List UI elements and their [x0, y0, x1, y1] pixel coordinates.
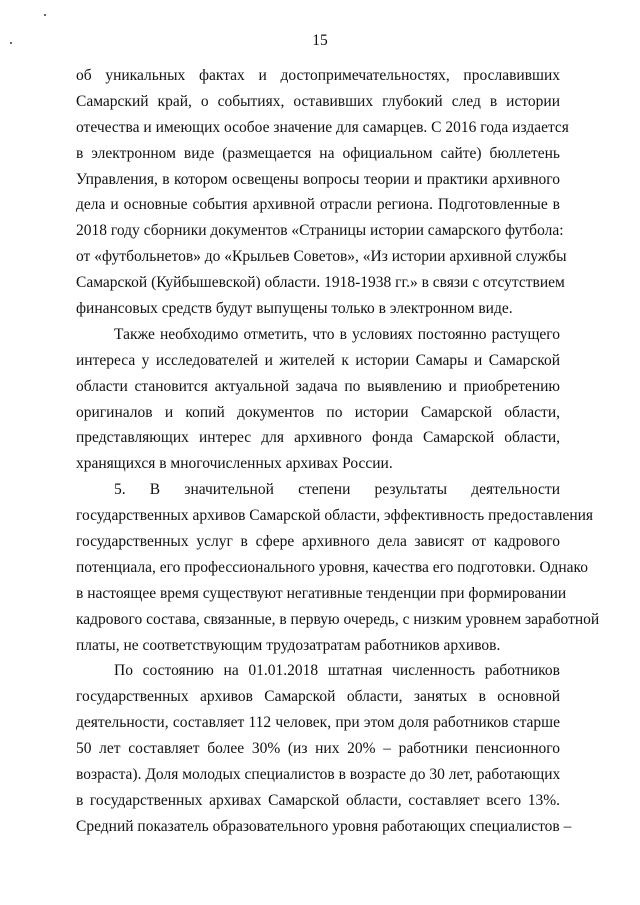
- text-line: отечества и имеющих особое значение для самарцев. С 2016 года издается: [76, 118, 569, 136]
- text-line: государственных услуг в сфере архивного дела зависят от кадрового: [76, 533, 560, 551]
- text-line: Также необходимо отметить, что в условиях постоянно растущего: [114, 325, 560, 343]
- text-line: представляющих интерес для архивного фонда Самарской области,: [76, 429, 560, 447]
- text-line: финансовых средств будут выпущены только в электронном виде.: [76, 300, 513, 318]
- paragraph: [76, 658, 572, 839]
- text-line: оригиналов и копий документов по истории Самарской области,: [76, 403, 560, 421]
- text-line: Средний показатель образовательного уровня работающих специалистов –: [76, 817, 572, 835]
- text-line: потенциала, его профессионального уровня, качества его подготовки. Однако: [76, 558, 589, 576]
- text-line: государственных архивов Самарской области, эффективность предоставления: [76, 507, 594, 525]
- text-line: Самарской (Куйбышевской) области. 1918-1938 гг.» в связи с отсутствием: [76, 274, 565, 292]
- text-line: Управления, в котором освещены вопросы теории и практики архивного: [76, 170, 560, 188]
- paragraph: [76, 322, 560, 477]
- text-line: По состоянию на 01.01.2018 штатная численность работников: [114, 662, 560, 680]
- text-line: в электронном виде (размещается на официальном сайте) бюллетень: [76, 144, 560, 162]
- text-line: об уникальных фактах и достопримечательностях, прославивших: [76, 67, 560, 84]
- text-line: в государственных архивах Самарской области, составляет всего 13%.: [76, 791, 560, 809]
- page-number: 15: [312, 32, 328, 49]
- text-line: хранящихся в многочисленных архивах России.: [76, 455, 393, 473]
- text-line: от «футбольнетов» до «Крыльев Советов», «Из истории архивной службы: [76, 248, 567, 266]
- text-line: кадрового состава, связанные, в первую очередь, с низким уровнем заработной: [76, 610, 600, 628]
- text-line: платы, не соответствующим трудозатратам работников архивов.: [76, 636, 501, 654]
- text-line: 50 лет составляет более 30% (из них 20% – работники пенсионного: [76, 740, 560, 758]
- text-line: 2018 году сборники документов «Страницы истории самарского футбола:: [76, 222, 564, 240]
- text-line: дела и основные события архивной отрасли региона. Подготовленные в: [76, 196, 560, 214]
- paragraph: [76, 477, 600, 658]
- text-line: 5. В значительной степени результаты деятельности: [114, 481, 560, 499]
- scan-speck: [44, 14, 46, 16]
- text-line: возраста). Доля молодых специалистов в возрасте до 30 лет, работающих: [76, 766, 561, 784]
- text-line: области становится актуальной задача по выявлению и приобретению: [76, 377, 560, 395]
- text-line: интереса у исследователей и жителей к истории Самары и Самарской: [76, 351, 560, 369]
- paragraph: [76, 63, 569, 322]
- text-line: государственных архивов Самарской области, занятых в основной: [76, 688, 560, 706]
- text-line: Самарский край, о событиях, оставивших глубокий след в истории: [76, 92, 560, 110]
- text-line: в настоящее время существуют негативные тенденции при формировании: [76, 584, 567, 602]
- text-line: деятельности, составляет 112 человек, при этом доля работников старше: [76, 714, 560, 732]
- document-body: [76, 63, 600, 840]
